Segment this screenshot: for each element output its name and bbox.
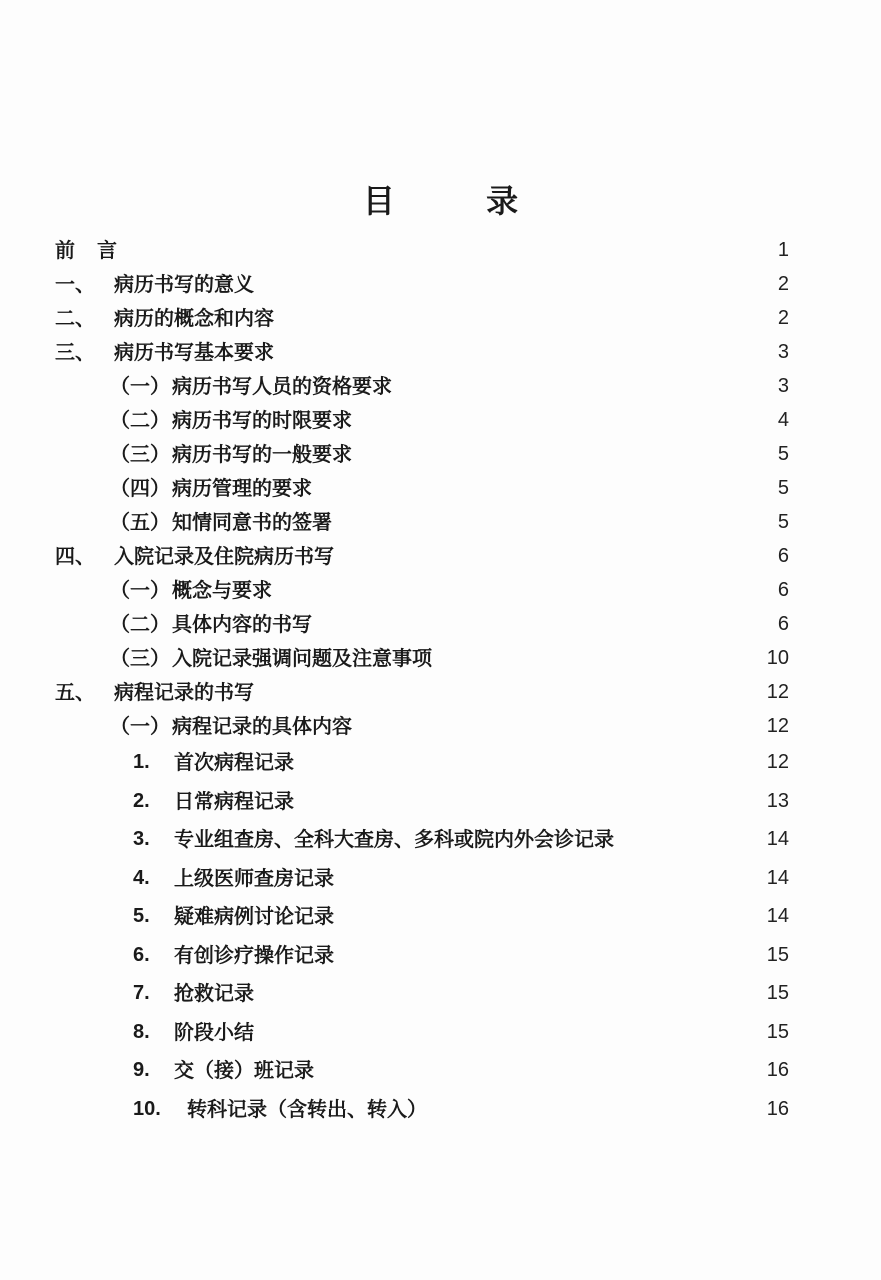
toc-entry-number: 3. [133,828,150,850]
toc-entry[interactable] [0,859,881,898]
toc-entry-label: 知情同意书的签署 [172,510,332,534]
toc-entry[interactable] [0,607,881,641]
toc-entry[interactable] [0,301,881,335]
toc-entry-number: 一、 [55,272,95,296]
toc-entry-number: （二） [110,408,170,432]
toc-entry-number: 7. [133,982,150,1004]
toc-entry-number: 前言 [55,238,139,262]
toc-entry-page: 14 [766,828,789,850]
toc-entry-page: 12 [766,681,789,703]
toc-entry-number: 2. [133,789,150,812]
toc-entry[interactable] [0,1090,881,1129]
toc-entry-label: 入院记录强调问题及注意事项 [172,646,432,670]
toc-entry[interactable] [0,641,881,675]
toc-entry-page: 6 [777,613,789,635]
toc-entry-page: 4 [777,409,789,431]
toc-entry-label: 疑难病例讨论记录 [174,904,334,928]
toc-entry-label: 阶段小结 [174,1019,254,1044]
table-of-contents [0,233,881,1128]
toc-entry-label: 病程记录的具体内容 [172,714,352,738]
toc-entry-page: 6 [777,579,789,601]
toc-entry[interactable] [0,471,881,505]
toc-entry[interactable] [0,505,881,539]
toc-entry[interactable] [0,403,881,437]
toc-entry[interactable] [0,437,881,471]
toc-entry-page: 3 [777,375,789,397]
toc-entry-number: （四） [110,476,170,500]
toc-entry-label: 首次病程记录 [174,750,294,774]
toc-entry-number: 4. [133,866,150,889]
toc-entry-number: 二、 [55,306,95,330]
toc-entry-label: 病历书写的时限要求 [172,408,352,432]
toc-entry-page: 6 [777,545,789,567]
toc-entry-number: 三、 [55,340,95,364]
toc-entry-label: 概念与要求 [172,578,272,602]
toc-entry-label: 有创诊疗操作记录 [174,942,334,967]
toc-entry-page: 13 [766,789,789,812]
toc-entry[interactable] [0,233,881,267]
toc-entry-number: 四、 [55,544,95,568]
toc-entry[interactable] [0,267,881,301]
toc-entry-number: 五、 [55,680,95,704]
toc-entry-number: （一） [110,374,170,398]
toc-entry-label: 病历书写的意义 [114,272,254,296]
toc-entry-number: 10. [133,1097,161,1120]
toc-entry-label: 专业组查房、全科大查房、多科或院内外会诊记录 [174,827,614,851]
toc-entry-page: 5 [777,477,789,499]
toc-entry-page: 15 [766,943,789,966]
toc-entry-page: 2 [777,273,789,295]
toc-entry-number: 1. [133,751,150,773]
toc-entry-number: 5. [133,905,150,927]
toc-entry-label: 病历书写基本要求 [114,340,274,364]
toc-entry-label: 病历管理的要求 [172,476,312,500]
toc-entry-page: 3 [777,341,789,363]
toc-entry-page: 12 [766,715,789,737]
toc-entry-label: 入院记录及住院病历书写 [114,544,334,568]
toc-entry-page: 5 [777,443,789,465]
toc-entry-number: （三） [110,646,170,670]
toc-entry[interactable] [0,820,881,859]
toc-entry-page: 12 [766,751,789,773]
toc-entry-page: 15 [766,982,789,1004]
toc-entry-number: （五） [110,510,170,534]
toc-entry[interactable] [0,335,881,369]
toc-entry-number: （二） [110,612,170,636]
toc-entry-label: 转科记录（含转出、转入） [187,1096,427,1121]
toc-entry[interactable] [0,709,881,743]
toc-entry-number: 9. [133,1059,150,1081]
toc-entry[interactable] [0,539,881,573]
toc-entry[interactable] [0,1051,881,1090]
toc-entry-label: 具体内容的书写 [172,612,312,636]
toc-entry-label: 病历书写人员的资格要求 [172,374,392,398]
toc-entry-number: （三） [110,442,170,466]
toc-entry[interactable] [0,1013,881,1052]
toc-entry[interactable] [0,743,881,782]
toc-entry-page: 2 [777,307,789,329]
toc-entry-page: 14 [766,866,789,889]
toc-entry-number: 6. [133,943,150,966]
toc-entry-page: 10 [766,647,789,669]
toc-entry-label: 病程记录的书写 [114,680,254,704]
toc-entry[interactable] [0,974,881,1013]
toc-entry-page: 1 [777,239,789,261]
toc-entry[interactable] [0,936,881,975]
toc-entry-label: 日常病程记录 [174,788,294,813]
toc-entry-label: 抢救记录 [174,981,254,1005]
toc-entry-label: 病历书写的一般要求 [172,442,352,466]
toc-entry-number: （一） [110,578,170,602]
toc-entry[interactable] [0,675,881,709]
toc-entry-page: 16 [766,1097,789,1120]
toc-entry-number: 8. [133,1020,150,1043]
toc-entry[interactable] [0,897,881,936]
toc-entry-label: 病历的概念和内容 [114,306,274,330]
toc-entry-page: 16 [766,1059,789,1081]
toc-entry-page: 14 [766,905,789,927]
toc-entry[interactable] [0,573,881,607]
page-title: 目 录 [362,182,559,220]
toc-entry-number: （一） [110,714,170,738]
toc-entry[interactable] [0,782,881,821]
toc-entry-page: 5 [777,511,789,533]
toc-entry-page: 15 [766,1020,789,1043]
toc-entry-label: 上级医师查房记录 [174,865,334,890]
toc-entry-label: 交（接）班记录 [174,1058,314,1082]
toc-entry[interactable] [0,369,881,403]
